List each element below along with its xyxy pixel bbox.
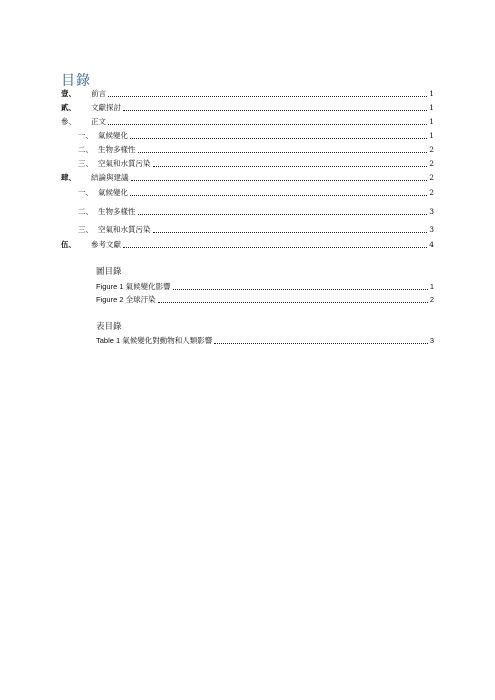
dot-leader (214, 343, 428, 344)
dot-leader (138, 214, 428, 215)
toc-subentry[interactable] (78, 143, 434, 156)
toc-entry-number: 二、 (78, 145, 93, 154)
toc-entry-page: 1 (429, 103, 434, 112)
toc-entry-page: 1 (429, 117, 434, 126)
figure-entry[interactable] (96, 280, 434, 293)
toc-entry-page: 3 (429, 207, 434, 216)
dot-leader (138, 152, 428, 153)
figure-entry-page: 1 (429, 282, 434, 291)
dot-leader (130, 138, 427, 139)
toc-entry-label: 生物多樣性 (98, 207, 136, 216)
figure-entry-label: Figure 1 氣候變化影響 (96, 282, 171, 291)
table-entry[interactable] (96, 334, 434, 347)
dot-leader (131, 180, 428, 181)
toc-entry-page: 2 (429, 145, 434, 154)
toc-subentry[interactable] (78, 205, 434, 218)
toc-entry-number: 貳、 (61, 103, 76, 112)
dot-leader (158, 302, 428, 303)
toc-entry[interactable] (61, 238, 434, 251)
figure-entry-label: Figure 2 全球汙染 (96, 295, 156, 304)
toc-entry-number: 一、 (78, 188, 93, 197)
dot-leader (153, 166, 428, 167)
toc-subentry[interactable] (78, 186, 434, 199)
toc-entry-page: 2 (429, 188, 434, 197)
toc-entry-page: 2 (429, 173, 434, 182)
toc-entry-label: 氣候變化 (98, 131, 128, 140)
toc-entry[interactable] (61, 115, 434, 128)
toc-entry-number: 肆、 (61, 173, 76, 182)
toc-entry-number: 壹、 (61, 89, 76, 98)
toc-subentry[interactable] (78, 223, 434, 236)
toc-subentry[interactable] (78, 129, 434, 142)
toc-entry-page: 2 (429, 159, 434, 168)
toc-entry-number: 三、 (78, 225, 93, 234)
toc-entry-label: 參考文獻 (91, 240, 121, 249)
toc-entry-page: 1 (429, 131, 434, 140)
toc-entry-page: 3 (429, 225, 434, 234)
figure-entry-page: 2 (429, 295, 434, 304)
toc-entry-number: 一、 (78, 131, 93, 140)
toc-entry-label: 前言 (91, 89, 106, 98)
toc-entry-number: 參、 (61, 117, 76, 126)
dot-leader (123, 110, 427, 111)
figure-entry[interactable] (96, 293, 434, 306)
table-entry-label: Table 1 氣候變化對動物和人類影響 (96, 336, 213, 345)
toc-entry[interactable] (61, 87, 434, 100)
toc-entry-label: 空氣和水質污染 (98, 159, 151, 168)
dot-leader (130, 195, 427, 196)
toc-entry-label: 空氣和水質污染 (98, 225, 151, 234)
toc-entry-number: 二、 (78, 207, 93, 216)
table-list-heading: 表目錄 (96, 322, 122, 332)
toc-title: 目錄 (61, 73, 91, 89)
toc-entry-label: 正文 (91, 117, 106, 126)
toc-entry-label: 氣候變化 (98, 188, 128, 197)
dot-leader (153, 232, 428, 233)
table-entry-page: 3 (429, 336, 434, 345)
toc-entry-label: 文獻探討 (91, 103, 121, 112)
figure-list-heading: 圖目錄 (96, 267, 122, 277)
dot-leader (108, 124, 427, 125)
toc-subentry[interactable] (78, 157, 434, 170)
dot-leader (123, 247, 427, 248)
toc-entry-number: 伍、 (61, 240, 76, 249)
toc-entry-page: 4 (429, 240, 434, 249)
toc-entry[interactable] (61, 171, 434, 184)
toc-entry-label: 生物多樣性 (98, 145, 136, 154)
toc-entry-page: 1 (429, 89, 434, 98)
toc-entry[interactable] (61, 101, 434, 114)
dot-leader (108, 96, 427, 97)
toc-entry-label: 結論與建議 (91, 173, 129, 182)
toc-entry-number: 三、 (78, 159, 93, 168)
dot-leader (173, 289, 428, 290)
